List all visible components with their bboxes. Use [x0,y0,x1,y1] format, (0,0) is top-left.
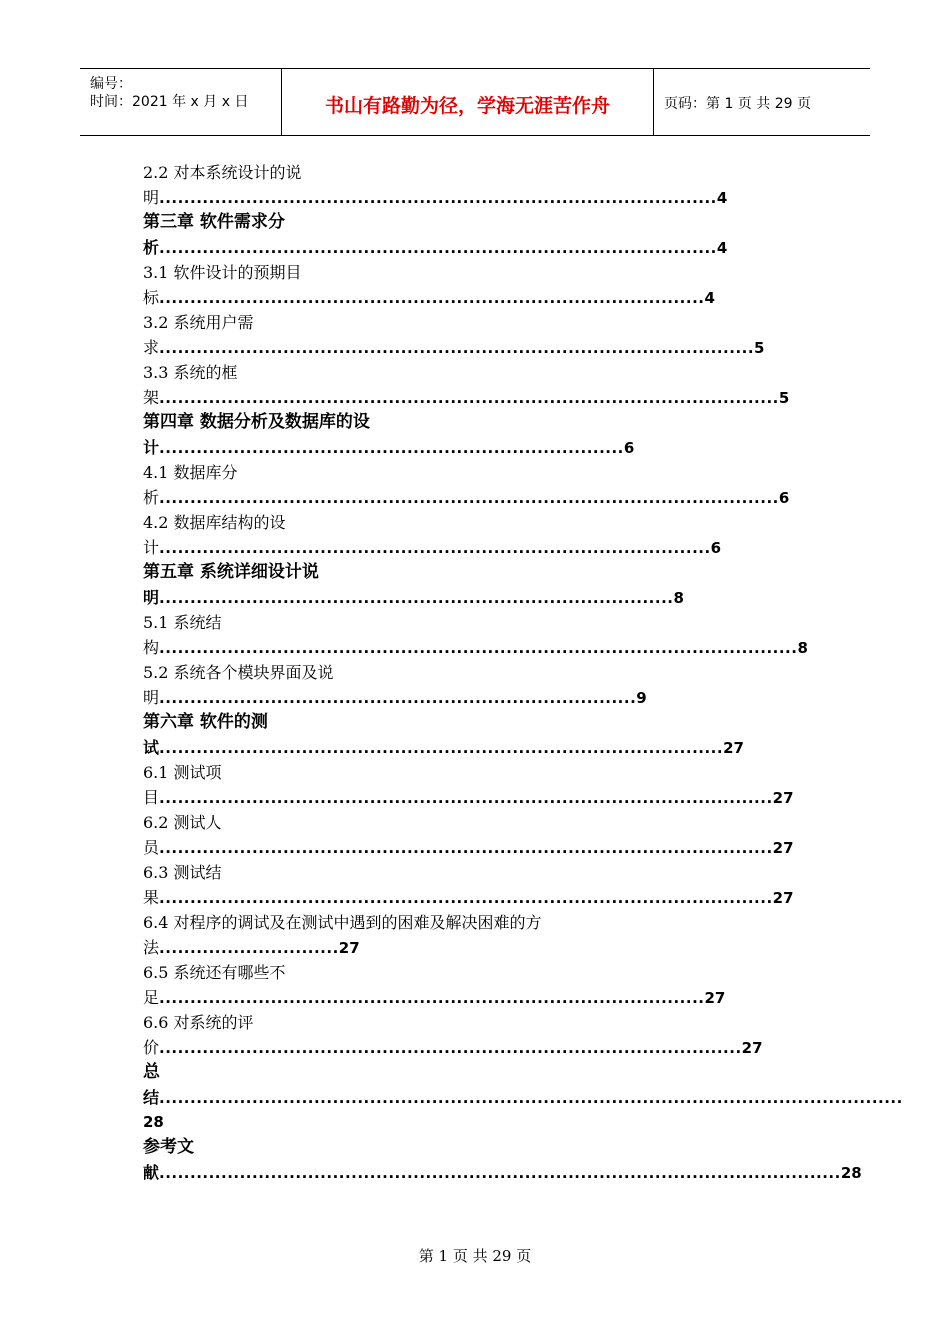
toc-entry-title: 3.1 软件设计的预期目 [143,263,302,282]
toc-entry-title-end: 结 [143,1088,160,1107]
toc-page-number: 8 [797,639,808,657]
toc-dot-leader: ............................. [159,939,339,957]
toc-page-number: 6 [778,489,790,507]
toc-entry[interactable] [143,810,823,860]
toc-entry-title-end: 试 [143,738,160,757]
toc-entry-title-end: 计 [143,438,160,457]
toc-entry-title-end: 求 [143,338,160,357]
toc-entry-leader-line [143,335,823,360]
toc-entry-title: 3.2 系统用户需 [143,313,254,332]
toc-entry-title-end: 明 [143,188,160,207]
toc-entry-title-end: 明 [143,688,160,707]
toc-entry[interactable] [143,160,823,210]
toc-entry-title: 第五章 系统详细设计说 [143,562,319,582]
toc-entry-leader-line [143,435,823,460]
toc-entry[interactable] [143,260,823,310]
toc-entry-title-end: 员 [143,838,160,857]
toc-entry-title: 6.1 测试项 [143,763,222,782]
toc-entry-title: 总 [143,1062,160,1082]
toc-page-number: 4 [716,189,728,207]
toc-entry[interactable] [143,1135,862,1185]
table-of-contents [143,160,903,1185]
toc-entry-leader-line [143,985,823,1010]
toc-entry-title: 4.2 数据库结构的设 [143,513,286,532]
toc-dot-leader: ........................................................................................ [159,289,705,307]
toc-page-number: 9 [636,689,647,707]
toc-entry[interactable] [143,460,823,510]
toc-entry[interactable] [143,410,823,460]
toc-dot-leader: .......................................................................................... [159,189,717,207]
toc-page-number: 27 [741,1039,763,1057]
toc-dot-leader: ........................................................................................... [159,739,724,757]
toc-entry-title: 4.1 数据库分 [143,463,238,482]
toc-entry[interactable] [143,360,823,410]
header-right-cell [654,69,870,135]
toc-entry-title: 第四章 数据分析及数据库的设 [143,412,370,432]
toc-entry-title: 2.2 对本系统设计的说 [143,163,302,182]
toc-entry-title: 6.2 测试人 [143,813,222,832]
toc-entry-leader-line [143,885,823,910]
toc-page-number: 8 [673,589,684,607]
toc-entry-title-end: 析 [143,488,160,507]
toc-entry-leader-line [143,185,823,210]
toc-page-number: 27 [772,889,794,907]
toc-entry-leader-line [143,285,823,310]
toc-entry-title-end: 标 [143,288,160,307]
toc-dot-leader: ................................................................................................... [159,789,773,807]
toc-dot-leader: .............................................................................................................. [159,1164,841,1182]
toc-entry[interactable] [143,510,823,560]
toc-entry-title: 6.4 对程序的调试及在测试中遇到的困难及解决困难的方 [143,913,542,932]
toc-entry[interactable] [143,310,823,360]
toc-page-number: 27 [772,839,794,857]
toc-page-number: 28 [840,1164,862,1182]
toc-dot-leader: ................................................................................................... [159,839,773,857]
toc-dot-leader: ................................................................................................... [159,889,773,907]
toc-entry-leader-line [143,635,823,660]
toc-entry-title: 第三章 软件需求分 [143,212,285,232]
toc-entry-title-end: 明 [143,588,160,607]
toc-entry-title: 参考文 [143,1137,194,1157]
toc-entry-title: 3.3 系统的框 [143,363,238,382]
toc-entry[interactable] [143,710,823,760]
toc-entry-leader-line [143,235,823,260]
header-left-cell [80,69,282,135]
toc-dot-leader: .......................................................................................... [159,239,717,257]
page-header [80,68,870,136]
toc-dot-leader: ................................................................................................ [159,339,755,357]
toc-entry-leader-line [143,535,823,560]
toc-entry-title-end: 析 [143,238,160,257]
toc-entry[interactable] [143,660,823,710]
toc-entry-leader-line [143,785,823,810]
toc-entry-leader-line [143,585,823,610]
toc-entry[interactable] [143,210,823,260]
toc-entry-title-end: 目 [143,788,160,807]
toc-page-number: 27 [704,989,726,1007]
toc-page-number: 27 [772,789,794,807]
toc-entry-title: 第六章 软件的测 [143,712,268,732]
toc-page-number: 27 [723,739,744,757]
toc-entry[interactable] [143,560,823,610]
toc-entry[interactable] [143,910,823,960]
toc-entry[interactable] [143,1010,823,1060]
toc-dot-leader: .............................................................................................. [159,1039,742,1057]
toc-entry-title-end: 果 [143,888,160,907]
toc-dot-leader: .................................................................................................... [159,489,779,507]
toc-page-number: 6 [623,439,635,457]
toc-entry-leader-line [143,935,823,960]
toc-entry-leader-line [143,685,823,710]
toc-page-number: 28 [143,1113,164,1131]
toc-entry-title-end: 计 [143,538,160,557]
toc-entry-leader-line [143,485,823,510]
toc-entry-title: 5.2 系统各个模块界面及说 [143,663,334,682]
toc-entry-title: 6.5 系统还有哪些不 [143,963,286,982]
toc-entry-title-end: 法 [143,938,160,957]
document-time-label: 时间：2021 年 x 月 x 日 [90,94,249,110]
toc-dot-leader: ............................................................................. [159,689,637,707]
toc-entry-leader-line [143,735,823,760]
toc-page-number: 4 [716,239,728,257]
toc-entry-leader-line [143,1085,903,1110]
toc-page-number: 4 [704,289,715,307]
toc-entry[interactable] [143,760,823,810]
toc-entry[interactable] [143,860,823,910]
toc-dot-leader: ........................................................................................ [159,989,705,1007]
header-page-label: 页码：第 1 页 共 29 页 [664,96,811,112]
toc-entry-leader-line [143,1160,862,1185]
toc-entry[interactable] [143,610,823,660]
toc-entry-title-end: 价 [143,1038,160,1057]
toc-entry-title: 6.6 对系统的评 [143,1013,254,1032]
toc-entry[interactable] [143,1060,903,1135]
toc-entry-leader-line [143,1035,823,1060]
toc-page-number: 27 [338,939,360,957]
header-motto: 书山有路勤为径，学海无涯苦作舟 [324,95,610,117]
toc-dot-leader: ........................................................................... [159,439,624,457]
toc-entry-title-end: 架 [143,388,160,407]
page-footer: 第 1 页 共 29 页 [418,1247,532,1265]
toc-entry-leader-line [143,835,823,860]
header-middle-cell [282,69,654,135]
toc-dot-leader: .................................................................................................... [159,389,779,407]
toc-entry-title-end: 献 [143,1163,160,1182]
toc-page-number: 5 [754,339,765,357]
toc-entry-leader-line [143,385,823,410]
toc-entry-title: 5.1 系统结 [143,613,222,632]
toc-entry-title-end: 足 [143,988,160,1007]
toc-dot-leader: ....................................................................................................... [159,639,798,657]
toc-page-number: 6 [710,539,722,557]
toc-entry[interactable] [143,960,823,1010]
toc-entry-title: 6.3 测试结 [143,863,222,882]
toc-dot-leader: ................................................................................... [159,589,674,607]
toc-dot-leader: ......................................................................................... [159,539,711,557]
toc-page-number: 5 [778,389,790,407]
toc-dot-leader: ........................................................................................................................ [159,1089,903,1107]
toc-entry-title-end: 构 [143,638,160,657]
document-number-label: 编号： [90,76,132,92]
